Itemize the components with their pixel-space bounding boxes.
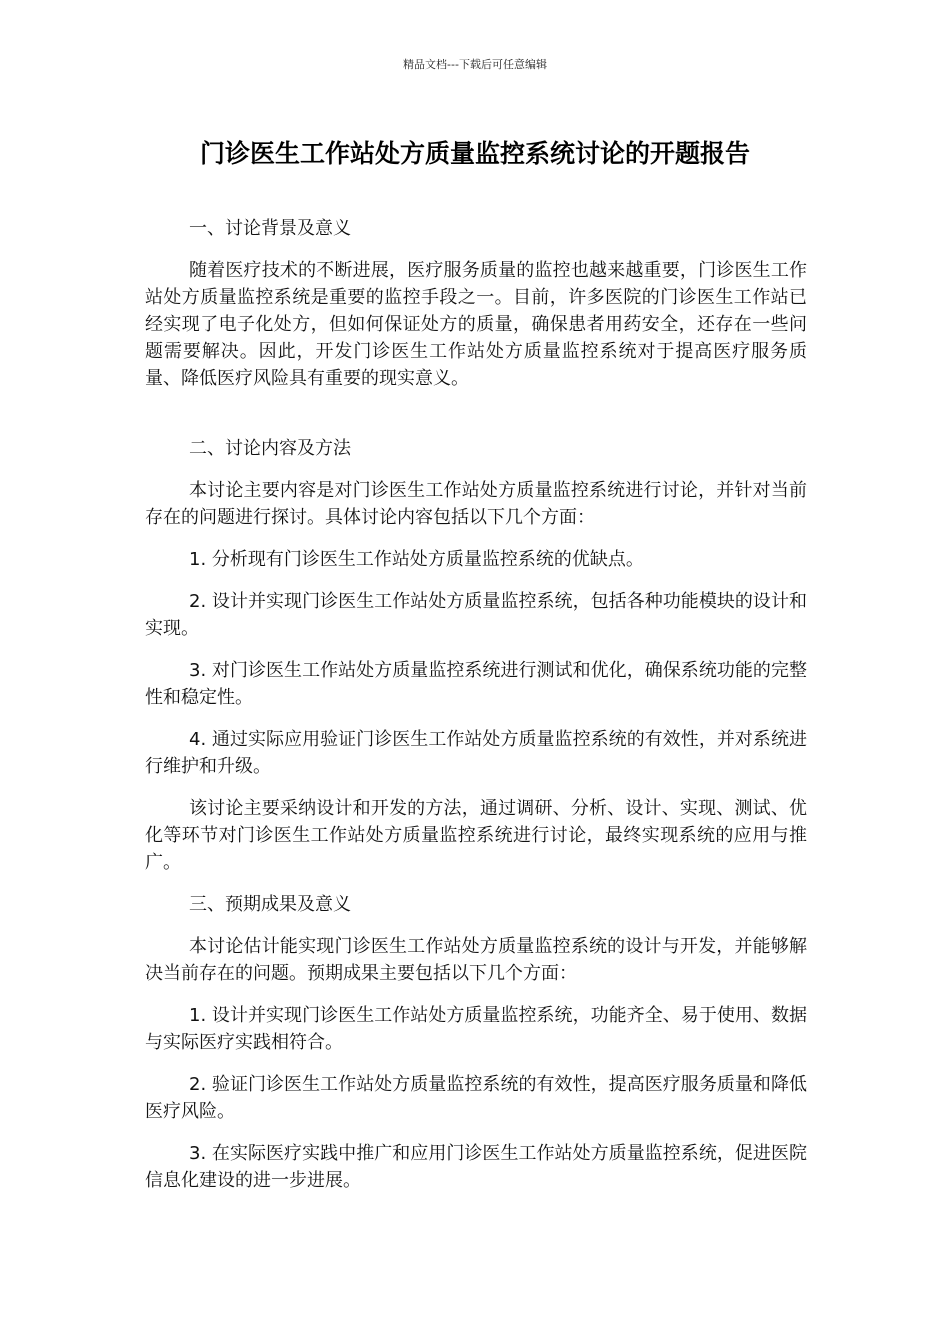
paragraph-content-intro: 本讨论主要内容是对门诊医生工作站处方质量监控系统进行讨论，并针对当前存在的问题进行探讨。具体讨论内容包括以下几个方面： (145, 480, 807, 528)
document-title: 门诊医生工作站处方质量监控系统讨论的开题报告 (199, 139, 750, 168)
list-item-result-3: 3. 在实际医疗实践中推广和应用门诊医生工作站处方质量监控系统，促进医院信息化建设的进一步进展。 (145, 1143, 807, 1191)
list-item-content-2: 2. 设计并实现门诊医生工作站处方质量监控系统，包括各种功能模块的设计和实现。 (145, 591, 807, 639)
list-item-content-4: 4. 通过实际应用验证门诊医生工作站处方质量监控系统的有效性，并对系统进行维护和升级。 (145, 729, 807, 777)
header-note: 精品文档---下载后可任意编辑 (403, 58, 547, 71)
list-item-result-2: 2. 验证门诊医生工作站处方质量监控系统的有效性，提高医疗服务质量和降低医疗风险。 (145, 1074, 807, 1122)
section-heading-background: 一、讨论背景及意义 (189, 218, 351, 239)
paragraph-results-intro: 本讨论估计能实现门诊医生工作站处方质量监控系统的设计与开发，并能够解决当前存在的问题。预期成果主要包括以下几个方面： (145, 936, 807, 984)
paragraph-method: 该讨论主要采纳设计和开发的方法，通过调研、分析、设计、实现、测试、优化等环节对门诊医生工作站处方质量监控系统进行讨论，最终实现系统的应用与推广。 (145, 798, 807, 873)
list-item-content-3: 3. 对门诊医生工作站处方质量监控系统进行测试和优化，确保系统功能的完整性和稳定性。 (145, 660, 807, 708)
list-item-content-1: 1. 分析现有门诊医生工作站处方质量监控系统的优缺点。 (189, 549, 644, 570)
paragraph-background: 随着医疗技术的不断进展，医疗服务质量的监控也越来越重要，门诊医生工作站处方质量监控系统是重要的监控手段之一。目前，许多医院的门诊医生工作站已经实现了电子化处方，但如何保证处方的质量，确保患者用药安全，还存在一些问题需要解决。因此，开发门诊医生工作站处方质量监控系统对于提高医疗服务质量、降低医疗风险具有重要的现实意义。 (145, 260, 807, 389)
section-heading-expected-results: 三、预期成果及意义 (189, 894, 351, 915)
section-heading-content-method: 二、讨论内容及方法 (189, 438, 351, 459)
list-item-result-1: 1. 设计并实现门诊医生工作站处方质量监控系统，功能齐全、易于使用、数据与实际医疗实践相符合。 (145, 1005, 807, 1053)
